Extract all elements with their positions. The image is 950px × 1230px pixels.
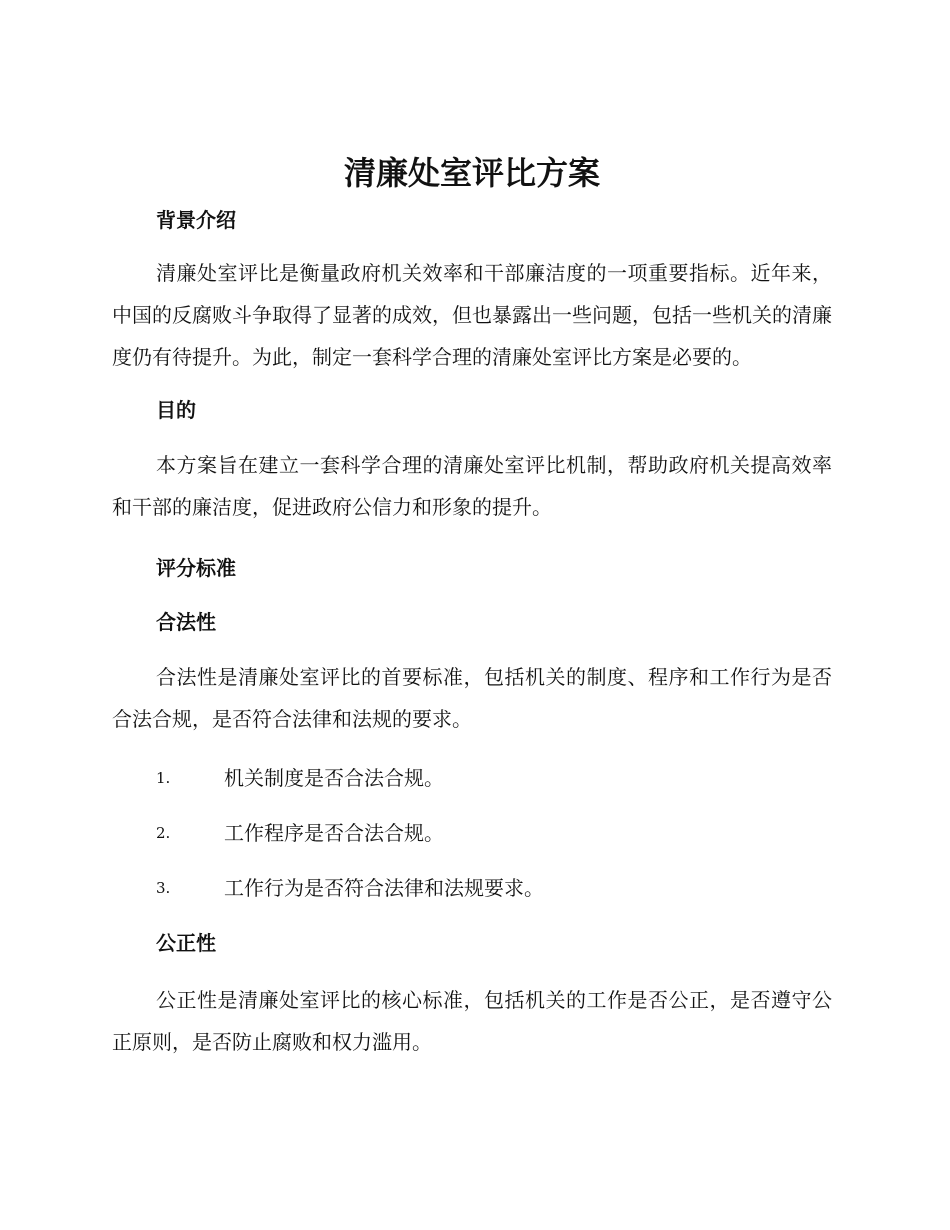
list-item-text: 工作行为是否符合法律和法规要求。 (224, 876, 544, 900)
heading-purpose: 目的 (156, 398, 196, 422)
heading-criteria: 评分标准 (156, 556, 236, 580)
paragraph-legality: 合法性是清廉处室评比的首要标准，包括机关的制度、程序和工作行为是否合法合规，是否符合法律和法规的要求。 (112, 665, 832, 731)
heading-fairness: 公正性 (156, 931, 216, 955)
legality-list (112, 762, 832, 904)
list-item-number: 1. (156, 769, 171, 787)
document-title: 清廉处室评比方案 (343, 154, 600, 192)
list-item (112, 762, 832, 794)
heading-background: 背景介绍 (156, 208, 236, 232)
heading-legality: 合法性 (156, 610, 216, 634)
list-item-number: 3. (156, 879, 171, 897)
list-item-number: 2. (156, 824, 171, 842)
list-item-text: 工作程序是否合法合规。 (224, 821, 444, 845)
document-content (112, 150, 832, 1063)
list-item (112, 872, 832, 904)
paragraph-purpose: 本方案旨在建立一套科学合理的清廉处室评比机制，帮助政府机关提高效率和干部的廉洁度，促进政府公信力和形象的提升。 (112, 453, 832, 519)
paragraph-fairness: 公正性是清廉处室评比的核心标准，包括机关的工作是否公正，是否遵守公正原则，是否防止腐败和权力滥用。 (112, 988, 832, 1054)
paragraph-background: 清廉处室评比是衡量政府机关效率和干部廉洁度的一项重要指标。近年来，中国的反腐败斗争取得了显著的成效，但也暴露出一些问题，包括一些机关的清廉度仍有待提升。为此，制定一套科学合理的清廉处室评比方案是必要的。 (112, 261, 832, 369)
list-item-text: 机关制度是否合法合规。 (224, 766, 444, 790)
list-item (112, 817, 832, 849)
